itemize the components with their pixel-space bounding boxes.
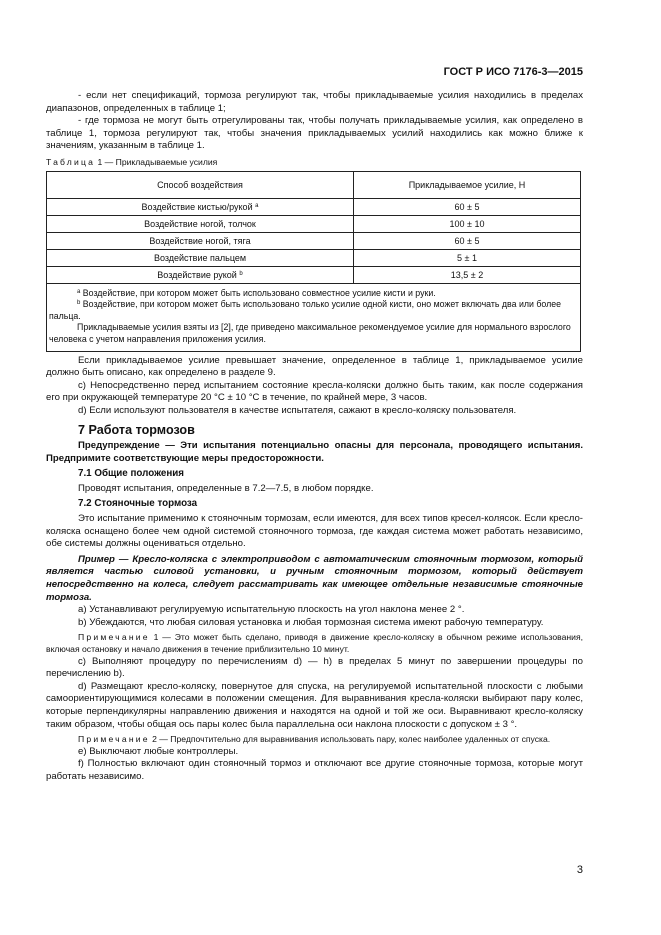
table-cell-force: 100 ± 10	[354, 215, 581, 232]
footnote-a-marker: а	[77, 288, 81, 295]
note-2	[46, 734, 583, 746]
footnote-a-text: Воздействие, при котором может быть использовано совместное усилие кисти и руки.	[80, 287, 436, 298]
table-row	[47, 215, 581, 232]
warning-text: Предупреждение — Эти испытания потенциально опасны для персонала, проводящего испытания. Предпримите соответствующие меры предосторожности.	[46, 440, 583, 464]
table-caption-text: 1 — Прикладываемые усилия	[95, 156, 218, 167]
footnote-b-marker: b	[77, 300, 81, 307]
table-cell-force: 5 ± 1	[354, 249, 581, 266]
table-cell-force: 60 ± 5	[354, 232, 581, 249]
section-7-1-heading: 7.1 Общие положения	[78, 468, 185, 480]
table-note: Прикладываемые усилия взяты из [2], где приведено максимальное рекомендуемое усилие для нормального взрослого человека с учетом направления приложения усилия.	[49, 322, 571, 344]
note-2-label: Примечание	[78, 734, 150, 745]
footnote-b-text: Воздействие, при котором может быть использовано только усилие одной кисти, оно может включать два или более пальца.	[49, 299, 562, 321]
step-a: a) Устанавливают регулируемую испытательную плоскость на угол наклона менее 2 °.	[78, 604, 465, 616]
table-header-method: Способ воздействия	[47, 171, 354, 198]
note-2-text: 2 — Предпочтительно для выравнивания использовать пару, колес наиболее удаленных от спуска.	[149, 734, 551, 745]
section-7-2-text: Это испытание применимо к стояночным тормозам, если имеются, для всех типов кресел-колясок. Если кресло-коляска оснащено более чем одной системой стояночного тормоза, где каждая система может работать независимо, обе системы должны оцениваться отдельно.	[46, 513, 583, 550]
section-7-1-text: Проводят испытания, определенные в 7.2—7.5, в любом порядке.	[78, 482, 374, 494]
note-1-label: Примечание	[78, 632, 150, 643]
table-row	[47, 249, 581, 266]
method-text: Воздействие кистью/рукой	[141, 201, 253, 212]
paragraph-exceed: Если прикладываемое усилие превышает значение, определенное в таблице 1, прикладываемое усилие должно быть описано, как определено в разделе 9.	[46, 354, 583, 379]
footnote-marker: а	[255, 202, 259, 209]
table-row	[47, 198, 581, 215]
note-1	[46, 632, 583, 655]
footnote-b	[49, 299, 578, 322]
intro-paragraph-2: - где тормоза не могут быть отрегулированы так, чтобы получать прикладываемые усилия, как определено в таблице 1, тормоза регулируют так, чтобы значения прикладываемых усилий находились как можно ближе к значениям, указанным в таблице 1.	[46, 115, 583, 152]
paragraph-d-user: d) Если используют пользователя в качестве испытателя, сажают в кресло-коляску пользователя.	[78, 404, 517, 416]
paragraph-c-conditioning: c) Непосредственно перед испытанием состояние кресла-коляски должно быть таким, как после содержания его при окружающей температуре 20 °С ± 10 °С в течение, по крайней мере, 3 часов.	[46, 379, 583, 404]
table-footnotes-row	[47, 283, 581, 351]
page-content	[46, 90, 583, 784]
table-caption-prefix: Таблица	[46, 156, 96, 167]
section-7-heading: 7 Работа тормозов	[78, 422, 195, 437]
table-caption	[46, 156, 583, 169]
example-text: Пример — Кресло-коляска с электроприводом с автоматическим стояночным тормозом, который является частью силовой установки, и ручным стояночным тормозом, который действует непосредственно на колеса, следует рассматривать как имеющее отдельные независимые стояночные тормоза.	[46, 553, 583, 603]
table-cell-method: Воздействие ногой, толчок	[47, 215, 354, 232]
step-d: d) Размещают кресло-коляску, повернутое для спуска, на регулируемой испытательной плоскости с любыми самоориентирующимися колесами в положении смещения. Для выравнивания кресла-коляски выбирают пару колес, которые перпендикулярны направлению движения и находятся на одной и той же оси. Выравнивают кресло-коляску таким образом, чтобы общая ось пары колес была параллельна оси наклона плоскости с допуском ± 3 °.	[46, 680, 583, 730]
step-f: f) Полностью включают один стояночный тормоз и отключают все другие стояночные тормоза, которые могут работать независимо.	[46, 758, 583, 782]
section-7-2-heading: 7.2 Стояночные тормоза	[78, 498, 198, 510]
method-text: Воздействие рукой	[157, 269, 237, 280]
footnote-a	[49, 288, 578, 300]
note-1-text: 1 — Это может быть сделано, приводя в движение кресло-коляску в обычном режиме использования, включая остановку и начало движения в течение приблизительно 10 минут.	[46, 632, 583, 654]
page-number: 3	[576, 864, 583, 876]
step-b: b) Убеждаются, что любая силовая установка и любая тормозная система имеют рабочую температуру.	[78, 616, 544, 628]
intro-paragraph-1: - если нет спецификаций, тормоза регулируют так, чтобы прикладываемые усилия находились в пределах диапазонов, определенных в таблице 1;	[46, 90, 583, 114]
table-footnotes	[47, 283, 581, 351]
table-cell-method: Воздействие ногой, тяга	[47, 232, 354, 249]
table-cell-method: Воздействие пальцем	[47, 249, 354, 266]
table-cell-method	[47, 198, 354, 215]
step-e: e) Выключают любые контроллеры.	[78, 745, 239, 757]
document-header: ГОСТ Р ИСО 7176-3—2015	[443, 66, 583, 78]
footnote-marker: b	[239, 270, 243, 277]
table-cell-force: 60 ± 5	[354, 198, 581, 215]
forces-table	[46, 171, 581, 352]
table-row	[47, 232, 581, 249]
table-cell-force: 13,5 ± 2	[354, 266, 581, 283]
step-c: c) Выполняют процедуру по перечислениям d) — h) в пределах 5 минут по завершении процедуры по перечислению b).	[46, 655, 583, 680]
table-row	[47, 266, 581, 283]
table-header-row	[47, 171, 581, 198]
table-cell-method	[47, 266, 354, 283]
table-header-force: Прикладываемое усилие, Н	[354, 171, 581, 198]
